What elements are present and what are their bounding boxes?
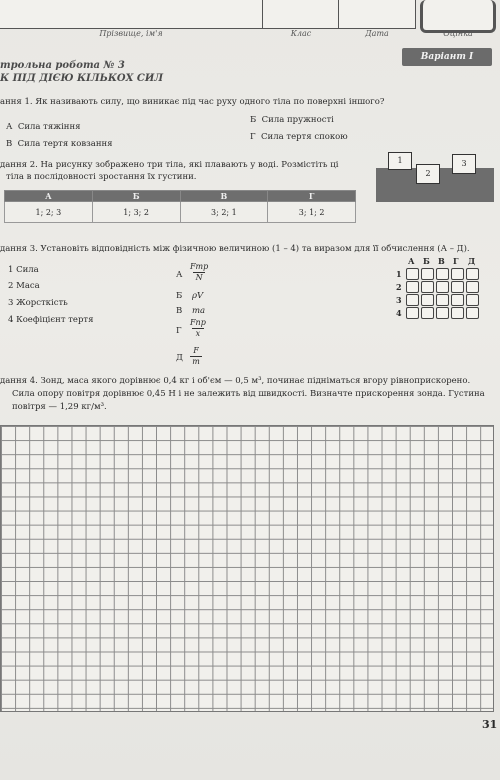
task3-answer-grid [394,256,494,330]
option-letter: В [6,139,13,149]
formula-g-letter: Г [176,326,182,336]
table-cell[interactable]: 1; 3; 2 [92,202,180,223]
test-title: трольна робота № 3 [0,60,125,71]
body-3: 3 [452,154,476,174]
header-fields [0,0,500,36]
task2-question-line2: тіла в послідовності зростання їх густини. [6,172,197,182]
option-text: Сила пружності [261,115,334,125]
name-field[interactable] [0,0,263,38]
answer-row-4: 4 [396,308,402,318]
task3-item-1: 1 Сила [8,265,39,275]
answer-box[interactable] [466,307,479,319]
formula-b: ρV [192,291,204,301]
table-header: А [5,191,93,202]
task1-option-v[interactable] [6,139,113,150]
answer-box[interactable] [451,281,464,293]
date-label: Дата [365,29,389,38]
formula-v: ma [192,306,206,316]
answer-box[interactable] [406,307,419,319]
option-text: Сила тертя спокою [261,132,348,142]
task1-option-a[interactable] [6,122,80,133]
answer-box[interactable] [466,281,479,293]
answer-box[interactable] [421,268,434,280]
class-field[interactable] [262,0,340,38]
floating-bodies-figure [376,150,494,202]
table-cell[interactable]: 3; 1; 2 [268,202,356,223]
option-letter: Г [250,132,256,142]
variant-badge: Варіант І [402,48,492,66]
body-2: 2 [416,164,440,184]
task3-question: дання 3. Установіть відповідність між фізичною величиною (1 – 4) та виразом для її обчислення (А – Д). [0,244,470,254]
task3-item-3: 3 Жорсткість [8,298,68,308]
table-header: В [180,191,268,202]
grade-label: Оцінка [443,29,473,38]
answer-row-2: 2 [396,282,402,292]
formula-g-num: Fпр [190,318,206,327]
test-subtitle: К ПІД ДІЄЮ КІЛЬКОХ СИЛ [0,73,164,84]
page-number: 31 [482,718,498,731]
task3-item-4: 4 Коефіцієнт тертя [8,315,94,325]
task3-item-2: 2 Маса [8,281,40,291]
formula-g [190,318,206,338]
name-label: Прізвище, ім'я [99,29,163,38]
answer-box[interactable] [406,268,419,280]
option-letter: Б [250,115,257,125]
answer-box[interactable] [436,294,449,306]
formula-d-den: m [192,357,200,366]
answer-box[interactable] [421,294,434,306]
body-1: 1 [388,152,412,170]
answer-col-g: Г [453,256,459,266]
formula-g-den: x [195,329,201,338]
answer-col-d: Д [468,256,476,266]
option-text: Сила тертя ковзання [17,139,113,149]
answer-box[interactable] [406,294,419,306]
answer-row-3: 3 [396,295,402,305]
formula-d-letter: Д [176,353,183,363]
answer-row-1: 1 [396,269,402,279]
answer-box[interactable] [421,281,434,293]
task4-line2: Сила опору повітря дорівнює 0,45 Н і не залежить від швидкості. Визначте прискорення зонда. Густина [12,389,485,399]
answer-box[interactable] [466,268,479,280]
table-header: Б [92,191,180,202]
formula-d [190,346,202,366]
formula-a-letter: А [176,270,183,280]
answer-box[interactable] [451,294,464,306]
answer-grid-area[interactable] [0,425,494,712]
class-label: Клас [290,29,312,38]
table-header: Г [268,191,356,202]
task1-question: ання 1. Як називають силу, що виникає під час руху одного тіла по поверхні іншого? [0,97,385,107]
answer-box[interactable] [466,294,479,306]
date-field[interactable] [338,0,416,38]
table-cell[interactable]: 1; 2; 3 [5,202,93,223]
answer-col-b: Б [423,256,430,266]
task4-line1: дання 4. Зонд, маса якого дорівнює 0,4 кг і об'єм — 0,5 м³, починає підніматься вгору рівноприскорено. [0,376,471,386]
option-letter: А [6,122,13,132]
answer-box[interactable] [451,307,464,319]
task2-question-line1: дання 2. На рисунку зображено три тіла, які плавають у воді. Розмістіть ці [0,160,339,170]
answer-col-a: А [408,256,415,266]
option-text: Сила тяжіння [17,122,81,132]
task2-answer-table [4,190,356,223]
answer-box[interactable] [436,307,449,319]
formula-d-num: F [193,346,199,355]
grade-field[interactable] [420,0,496,38]
table-cell[interactable]: 3; 2; 1 [180,202,268,223]
answer-box[interactable] [436,268,449,280]
answer-col-v: В [438,256,445,266]
formula-a [190,262,208,282]
formula-a-num: Fтр [190,262,209,271]
task4-line3: повітря — 1,29 кг/м³. [12,402,107,412]
answer-box[interactable] [421,307,434,319]
answer-box[interactable] [436,281,449,293]
task1-option-g[interactable] [250,132,348,143]
answer-box[interactable] [406,281,419,293]
answer-box[interactable] [451,268,464,280]
formula-a-den: N [195,273,203,282]
formula-b-letter: Б [176,291,183,301]
formula-v-letter: В [176,306,183,316]
task1-option-b[interactable] [250,115,334,126]
